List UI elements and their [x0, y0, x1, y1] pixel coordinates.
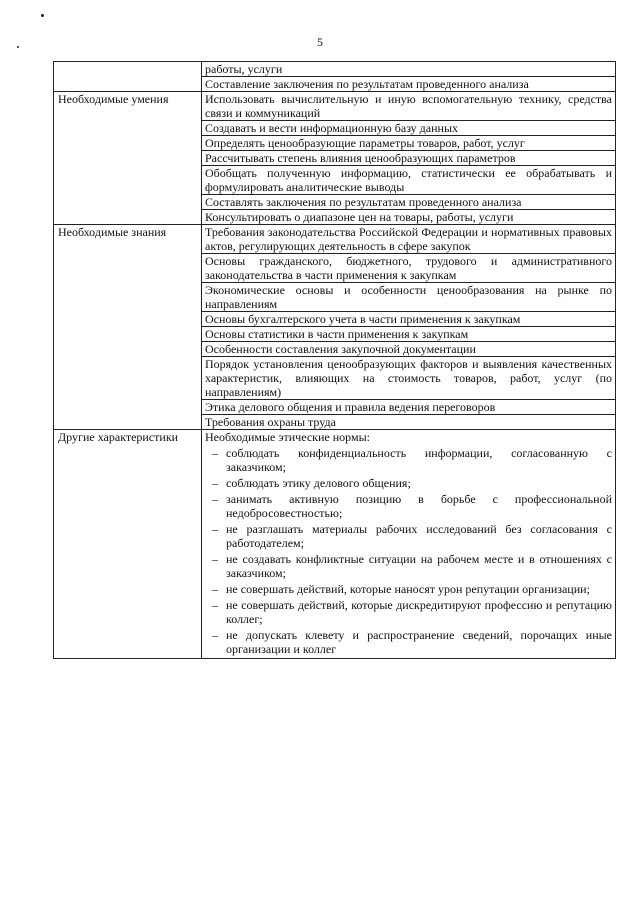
list-item: – не создавать конфликтные ситуации на рабочем месте и в отношениях с заказчиком; — [212, 552, 612, 580]
table-cell: Составление заключения по результатам проведенного анализа — [202, 77, 616, 92]
table-cell: Рассчитывать степень влияния ценообразующих параметров — [202, 151, 616, 166]
ethics-cell — [202, 430, 616, 659]
table-cell: Составлять заключения по результатам проведенного анализа — [202, 195, 616, 210]
table-cell: Экономические основы и особенности ценообразования на рынке по направлениям — [202, 283, 616, 312]
table-cell: Использовать вычислительную и иную вспомогательную технику, средства связи и коммуникаций — [202, 92, 616, 121]
page-number: 5 — [317, 35, 323, 49]
table-cell: Требования законодательства Российской Федерации и нормативных правовых актов, регулирующих деятельность в сфере закупок — [202, 225, 616, 254]
table-cell: Основы статистики в части применения к закупкам — [202, 327, 616, 342]
ethics-list — [205, 446, 612, 658]
ethics-intro: Необходимые этические нормы: — [205, 430, 370, 444]
table-row — [54, 430, 616, 659]
list-item: – занимать активную позицию в борьбе с профессиональной недобросовестностью; — [212, 492, 612, 520]
scan-speck — [41, 14, 44, 17]
table-cell: Порядок установления ценообразующих факторов и выявления качественных характеристик, влияющих на стоимость товаров, работ, услуг (по направлениям) — [202, 357, 616, 400]
table-cell: Консультировать о диапазоне цен на товары, работы, услуги — [202, 210, 616, 225]
row-label-knowledge: Необходимые знания — [54, 225, 202, 430]
list-item: – не разглашать материалы рабочих исследований без согласования с работодателем; — [212, 522, 612, 550]
row-label-skills: Необходимые умения — [54, 92, 202, 225]
row-label — [54, 62, 202, 92]
competency-table — [53, 61, 616, 659]
table-cell: работы, услуги — [202, 62, 616, 77]
table-cell: Определять ценообразующие параметры товаров, работ, услуг — [202, 136, 616, 151]
list-item: – не допускать клевету и распространение сведений, порочащих иные организации и коллег — [212, 628, 612, 656]
table-cell: Обобщать полученную информацию, статистически ее обрабатывать и формулировать аналитические выводы — [202, 166, 616, 195]
table-cell: Этика делового общения и правила ведения переговоров — [202, 400, 616, 415]
table-row — [54, 225, 616, 254]
table-row — [54, 62, 616, 77]
table-cell: Особенности составления закупочной документации — [202, 342, 616, 357]
list-item: – не совершать действий, которые наносят урон репутации организации; — [212, 582, 612, 596]
table-cell: Основы бухгалтерского учета в части применения к закупкам — [202, 312, 616, 327]
list-item: – соблюдать этику делового общения; — [212, 476, 612, 490]
table-row — [54, 92, 616, 121]
row-label-other: Другие характеристики — [54, 430, 202, 659]
table-cell: Основы гражданского, бюджетного, трудового и административного законодательства в части применения к закупкам — [202, 254, 616, 283]
list-item: – не совершать действий, которые дискредитируют профессию и репутацию коллег; — [212, 598, 612, 626]
list-item: – соблюдать конфиденциальность информации, согласованную с заказчиком; — [212, 446, 612, 474]
table-cell: Требования охраны труда — [202, 415, 616, 430]
table-cell: Создавать и вести информационную базу данных — [202, 121, 616, 136]
